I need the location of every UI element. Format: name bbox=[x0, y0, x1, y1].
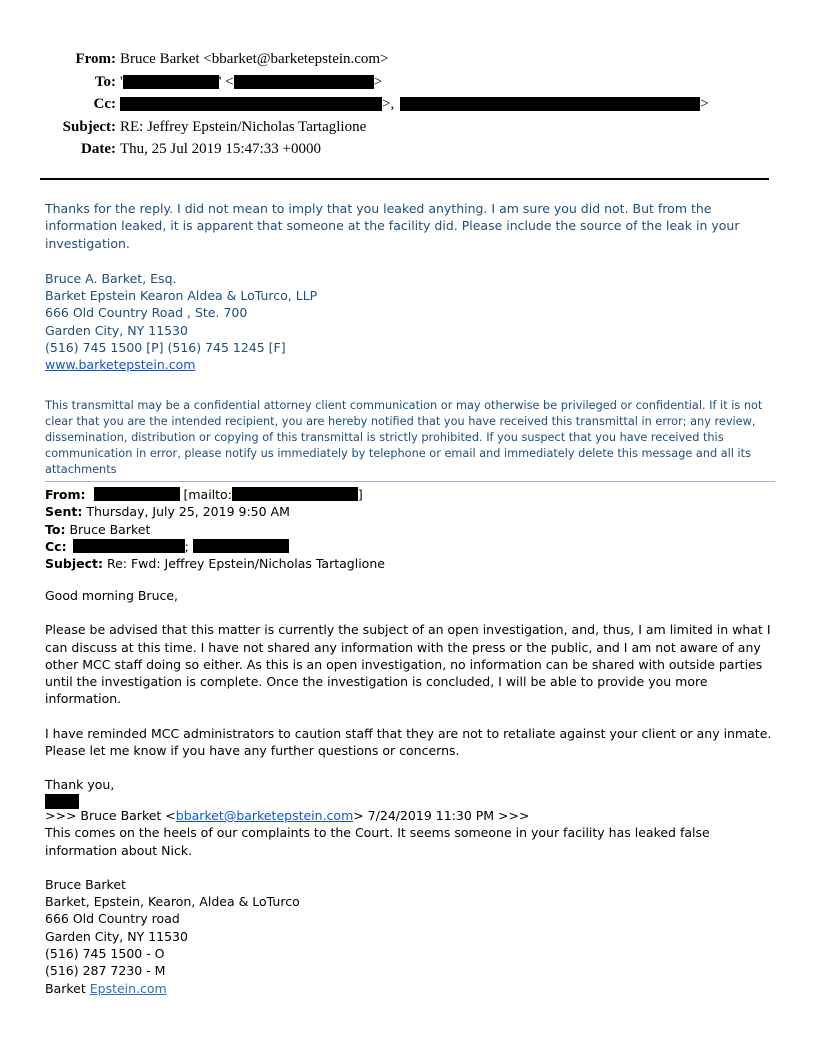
orig-sent-row bbox=[45, 503, 780, 520]
redaction-block bbox=[73, 539, 185, 553]
quoted-email-link[interactable]: bbarket@barketepstein.com bbox=[175, 808, 354, 823]
header-to-suffix: > bbox=[373, 73, 383, 90]
quoted-sig-mobile-phone: (516) 287 7230 - M bbox=[45, 963, 166, 979]
original-message-header bbox=[45, 486, 780, 572]
redaction-block bbox=[120, 97, 382, 111]
quoted-message bbox=[45, 807, 780, 997]
quoted-header-line bbox=[45, 807, 780, 824]
orig-sent-value: Thursday, July 25, 2019 9:50 AM bbox=[86, 504, 290, 520]
quoted-sig-website-link[interactable]: Epstein.com bbox=[89, 980, 167, 996]
orig-mailto-close: ] bbox=[357, 487, 363, 502]
header-to-mid: ' < bbox=[218, 73, 234, 90]
message-divider bbox=[45, 481, 775, 482]
signature-name: Bruce A. Barket, Esq. bbox=[45, 270, 177, 286]
header-to-prefix: ' bbox=[120, 73, 123, 90]
header-cc-suffix: > bbox=[700, 96, 709, 112]
orig-subject-row bbox=[45, 555, 780, 572]
signature-phone: (516) 745 1500 [P] (516) 745 1245 [F] bbox=[45, 340, 286, 356]
reply-paragraph: Thanks for the reply. I did not mean to imply that you leaked anything. I am sure you did not. But from the information leaked, it is apparent that someone at the facility did. Please include the source of the leak in your investigation. bbox=[45, 201, 740, 251]
header-date-value: Thu, 25 Jul 2019 15:47:33 +0000 bbox=[120, 141, 321, 157]
orig-paragraph-2: I have reminded MCC administrators to caution staff that they are not to retaliate against your client or any inmate. Please let me know if you have any further questions or concerns. bbox=[45, 725, 772, 759]
quoted-suffix: > 7/24/2019 11:30 PM >>> bbox=[353, 808, 530, 823]
original-message-body bbox=[45, 587, 780, 811]
confidentiality-notice bbox=[45, 398, 780, 478]
header-to-row bbox=[40, 71, 780, 94]
orig-subject-value: Re: Fwd: Jeffrey Epstein/Nicholas Tartaglione bbox=[106, 556, 385, 572]
confidentiality-text: This transmittal may be a confidential attorney client communication or may otherwise be privileged or confidential. If it is not clear that you are the intended recipient, you are hereby notified that you have received this transmittal in error; any review, dissemination, distribution or copying of this transmittal is strictly prohibited. If you suspect that you have received this communication in error, please notify us immediately by telephone or email and immediately delete this message and all its attachments bbox=[45, 399, 763, 476]
orig-cc-row bbox=[45, 538, 780, 555]
quoted-sig-last-line bbox=[45, 980, 780, 997]
orig-greeting: Good morning Bruce, bbox=[45, 588, 179, 603]
header-subject-label: Subject: bbox=[62, 118, 116, 135]
header-from-label: From: bbox=[75, 51, 116, 67]
redaction-block bbox=[234, 75, 374, 89]
signature-firm: Barket Epstein Kearon Aldea & LoTurco, LLP bbox=[45, 288, 318, 304]
orig-from-row bbox=[45, 486, 780, 503]
orig-paragraph-1: Please be advised that this matter is currently the subject of an open investigation, and, thus, I am limited in what I can discuss at this time. I have not shared any information with the press or the public, and I am not aware of any other MCC staff doing so either. As this is an open investigation, no information can be shared with outside parties until the investigation is complete. Once the investigation is concluded, I will be able to provide you more information. bbox=[45, 622, 771, 707]
header-subject-value: RE: Jeffrey Epstein/Nicholas Tartaglione bbox=[120, 118, 367, 135]
header-cc-label: Cc: bbox=[93, 96, 116, 112]
header-date-row bbox=[40, 138, 780, 161]
orig-cc-separator: ; bbox=[184, 538, 189, 554]
quoted-prefix: >>> Bruce Barket < bbox=[45, 808, 176, 823]
orig-sent-label: Sent: bbox=[45, 504, 83, 520]
signature-address-line2: Garden City, NY 11530 bbox=[45, 322, 188, 338]
header-to-label: To: bbox=[94, 73, 116, 90]
orig-from-label: From: bbox=[45, 487, 86, 502]
header-from-row bbox=[40, 48, 780, 71]
redaction-block bbox=[400, 97, 700, 111]
quoted-sig-firm: Barket, Epstein, Kearon, Aldea & LoTurco bbox=[45, 894, 300, 910]
quoted-sig-address-line1: 666 Old Country road bbox=[45, 911, 180, 927]
redaction-block bbox=[232, 487, 358, 501]
header-date-label: Date: bbox=[81, 141, 116, 157]
header-divider bbox=[40, 178, 769, 180]
signature-website-link[interactable]: www.barketepstein.com bbox=[45, 357, 196, 373]
email-header bbox=[40, 48, 780, 161]
quoted-sig-last-plain: Barket bbox=[45, 980, 90, 996]
orig-to-label: To: bbox=[45, 521, 66, 537]
redaction-block bbox=[193, 539, 289, 553]
quoted-sig-name: Bruce Barket bbox=[45, 876, 126, 892]
quoted-body: This comes on the heels of our complaints to the Court. It seems someone in your facility has leaked false information about Nick. bbox=[45, 825, 710, 858]
header-cc-mid: >, bbox=[382, 96, 395, 112]
reply-body bbox=[45, 200, 780, 374]
header-cc-row bbox=[40, 93, 780, 116]
header-subject-row bbox=[40, 116, 780, 139]
orig-to-value: Bruce Barket bbox=[69, 521, 151, 537]
orig-closing: Thank you, bbox=[45, 777, 115, 793]
quoted-sig-office-phone: (516) 745 1500 - O bbox=[45, 946, 165, 962]
redaction-block bbox=[123, 75, 219, 89]
orig-subject-label: Subject: bbox=[45, 556, 103, 572]
header-from-value: Bruce Barket <bbarket@barketepstein.com> bbox=[120, 51, 389, 67]
orig-cc-label: Cc: bbox=[45, 538, 67, 554]
orig-to-row bbox=[45, 521, 780, 538]
orig-mailto-open: [mailto: bbox=[183, 487, 232, 502]
redaction-block bbox=[94, 487, 180, 501]
signature-address-line1: 666 Old Country Road , Ste. 700 bbox=[45, 305, 248, 321]
quoted-sig-address-line2: Garden City, NY 11530 bbox=[45, 928, 188, 944]
